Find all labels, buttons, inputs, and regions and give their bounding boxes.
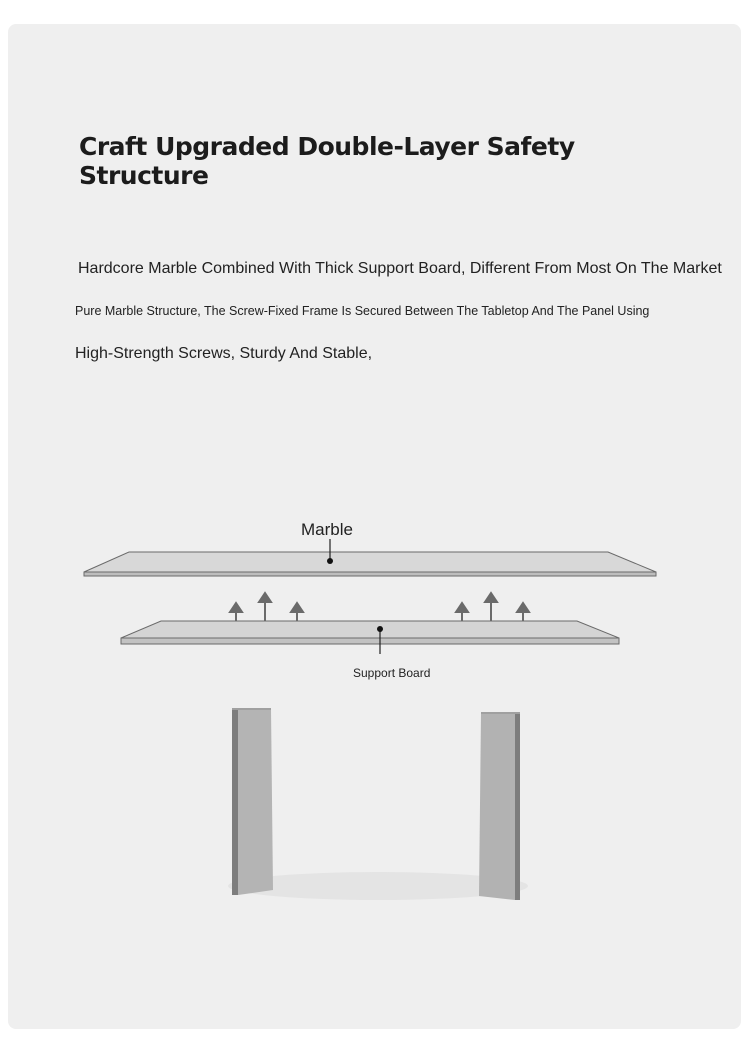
marble-pointer-dot (327, 558, 333, 564)
support-pointer-dot (377, 626, 383, 632)
marble-label: Marble (301, 520, 353, 539)
support-board-label: Support Board (353, 666, 431, 680)
description-line-2: Pure Marble Structure, The Screw-Fixed Frame Is Secured Between The Tabletop And The Panel Using (75, 304, 650, 318)
left-leg-panel (232, 708, 273, 895)
support-board (121, 621, 619, 644)
marble-slab (84, 552, 656, 576)
product-feature-card (8, 24, 741, 1029)
right-leg-panel (479, 712, 520, 900)
description-line-1: Hardcore Marble Combined With Thick Support Board, Different From Most On The Market (78, 260, 722, 277)
feature-title: Craft Upgraded Double-Layer Safety Structure (79, 132, 575, 190)
description-line-3: High-Strength Screws, Sturdy And Stable, (75, 345, 373, 362)
exploded-structure-diagram (8, 24, 741, 1029)
